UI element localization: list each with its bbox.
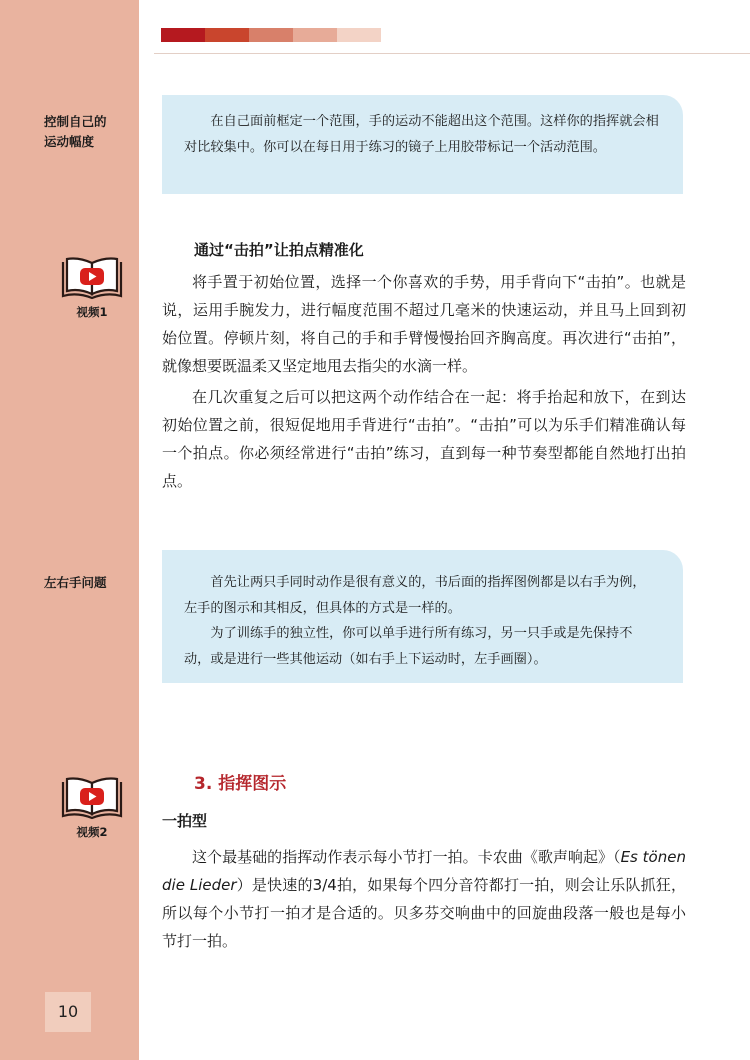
- page-sidebar: [0, 0, 139, 1060]
- sidebar-label-range-line-1: 控制自己的: [44, 114, 107, 129]
- section-3-body: [162, 843, 686, 955]
- page-number: 10: [45, 992, 91, 1032]
- note-hands-paragraph-2: 为了训练手的独立性，你可以单手进行所有练习，另一只手或是先保持不动，或是进行一些其他运动（如右手上下运动时，左手画圈）。: [184, 626, 633, 667]
- note-box-range: [162, 95, 683, 194]
- beat-section: [162, 238, 686, 495]
- song-title-german: Es tönen die Lieder: [162, 848, 686, 894]
- video-book-icon: [59, 254, 125, 302]
- video-1-link[interactable]: [57, 254, 127, 320]
- one-beat-text-b: ）是快速的3/4拍，如果每个四分音符都打一拍，则会让乐队抓狂，所以每个小节打一拍才是合适的。贝多芬交响曲中的回旋曲段落一般也是每小节打一拍。: [162, 876, 686, 950]
- one-beat-heading: 一拍型: [162, 812, 208, 830]
- note-box-hands: [162, 550, 683, 683]
- video-book-icon: [59, 774, 125, 822]
- color-bar-segment-3: [249, 28, 293, 42]
- section-3-title: 3. 指挥图示: [194, 774, 287, 794]
- sidebar-label-range: [44, 112, 107, 152]
- note-hands-paragraph-1: 首先让两只手同时动作是很有意义的，书后面的指挥图例都是以右手为例，左手的图示和其相反，但具体的方式是一样的。: [184, 575, 646, 616]
- beat-section-heading: 通过“击拍”让拍点精准化: [194, 241, 364, 259]
- beat-paragraph-2: 在几次重复之后可以把这两个动作结合在一起：将手抬起和放下，在到达初始位置之前，很短促地用手背进行“击拍”。“击拍”可以为乐手们精准确认每一个拍点。你必须经常进行“击拍”练习，直到每一种节奏型都能自然地打出拍点。: [162, 388, 686, 490]
- sidebar-label-hands: 左右手问题: [44, 575, 107, 590]
- section-3: [162, 772, 686, 955]
- sidebar-label-range-line-2: 运动幅度: [44, 134, 95, 149]
- color-bar-segment-1: [161, 28, 205, 42]
- decorative-color-bar: [161, 28, 381, 42]
- video-1-label: 视频1: [76, 305, 108, 319]
- note-range-text: 在自己面前框定一个范围，手的运动不能超出这个范围。这样你的指挥就会相对比较集中。你可以在每日用于练习的镜子上用胶带标记一个活动范围。: [184, 114, 659, 155]
- header-rule: [154, 53, 750, 54]
- video-2-label: 视频2: [76, 825, 108, 839]
- beat-section-body: [162, 268, 686, 495]
- video-2-link[interactable]: [57, 774, 127, 840]
- color-bar-segment-4: [293, 28, 337, 42]
- one-beat-text-a: 这个最基础的指挥动作表示每小节打一拍。卡农曲《歌声响起》（: [192, 848, 621, 866]
- color-bar-segment-5: [337, 28, 381, 42]
- beat-paragraph-1: 将手置于初始位置，选择一个你喜欢的手势，用手背向下“击拍”。也就是说，运用手腕发力，进行幅度范围不超过几毫米的快速运动，并且马上回到初始位置。停顿片刻，将自己的手和手臂慢慢抬回齐胸高度。再次进行“击拍”，就像想要既温柔又坚定地甩去指尖的水滴一样。: [162, 273, 686, 375]
- one-beat-paragraph: [162, 843, 686, 955]
- color-bar-segment-2: [205, 28, 249, 42]
